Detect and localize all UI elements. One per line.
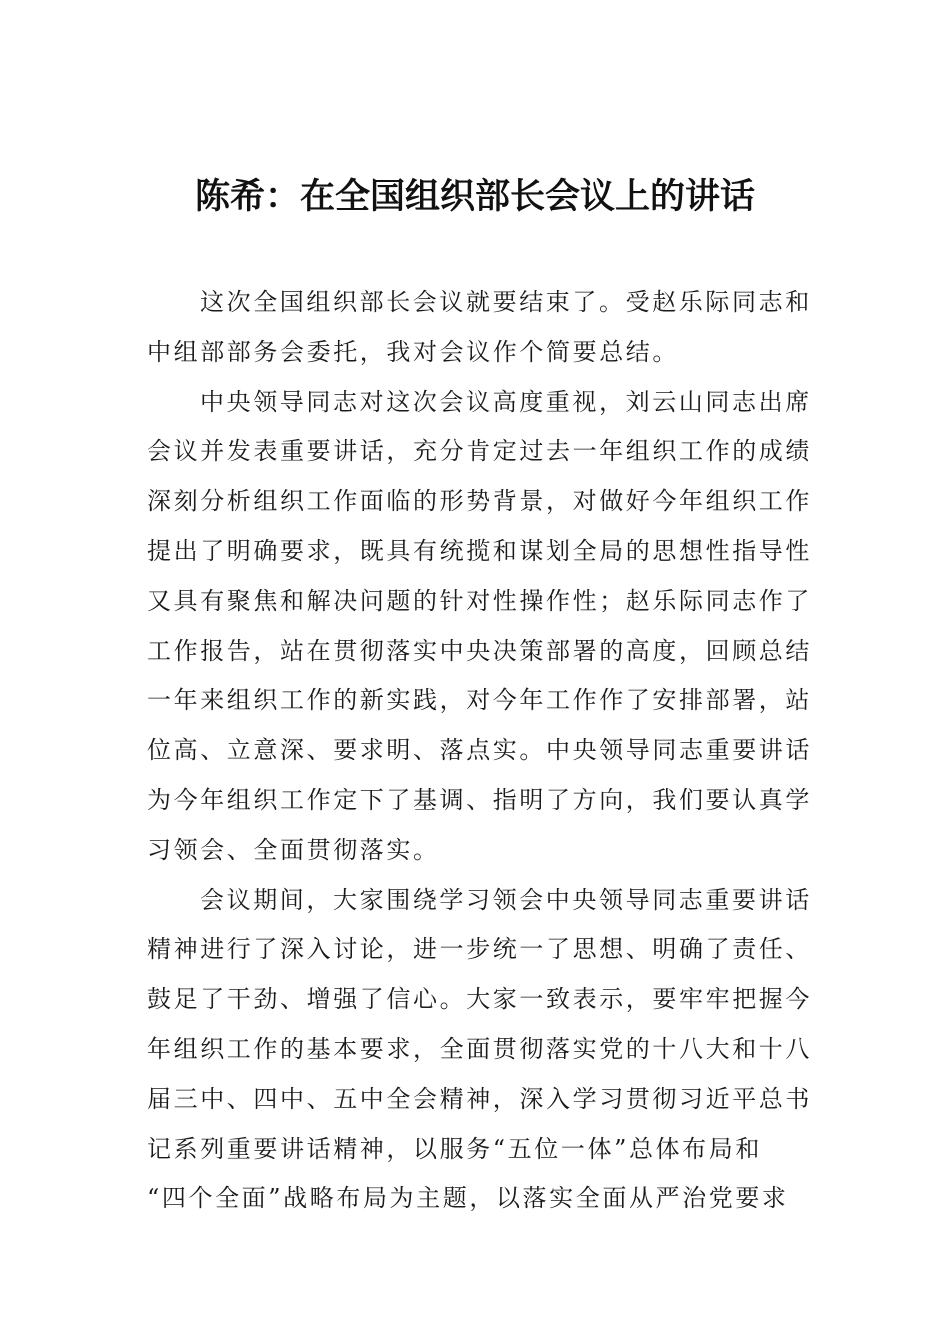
paragraph <box>147 378 812 876</box>
text-line: 鼓足了干劲、增强了信心。大家一致表示，要牢牢把握今 <box>147 985 812 1014</box>
text-line: 中央领导同志对这次会议高度重视，刘云山同志出席 <box>200 387 812 416</box>
text-line: 记系列重要讲话精神，以服务“五位一体”总体布局和 <box>147 1134 762 1163</box>
text-line: 为今年组织工作定下了基调、指明了方向，我们要认真学 <box>147 785 812 814</box>
text-line: 中组部部务会委托，我对会议作个简要总结。 <box>147 337 679 366</box>
text-line: 位高、立意深、要求明、落点实。中央领导同志重要讲话 <box>147 736 812 765</box>
text-line: 又具有聚焦和解决问题的针对性操作性；赵乐际同志作了 <box>147 586 812 615</box>
document-title: 陈希：在全国组织部长会议上的讲话 <box>194 176 755 217</box>
text-line: 提出了明确要求，既具有统揽和谋划全局的思想性指导性 <box>147 536 812 565</box>
paragraph <box>147 876 812 1225</box>
text-line: 一年来组织工作的新实践，对今年工作作了安排部署，站 <box>147 686 812 715</box>
document-body <box>147 278 812 1224</box>
text-line: 这次全国组织部长会议就要结束了。受赵乐际同志和 <box>200 288 812 316</box>
text-line: “四个全面”战略布局为主题，以落实全面从严治党要求 <box>147 1184 789 1213</box>
text-line: 精神进行了深入讨论，进一步统一了思想、明确了责任、 <box>147 935 812 964</box>
text-line: 会议期间，大家围绕学习领会中央领导同志重要讲话 <box>200 885 812 914</box>
paragraph <box>147 278 812 378</box>
text-line: 深刻分析组织工作面临的形势背景，对做好今年组织工作 <box>147 487 812 516</box>
text-line: 习领会、全面贯彻落实。 <box>147 835 440 864</box>
text-line: 工作报告，站在贯彻落实中央决策部署的高度，回顾总结 <box>147 636 812 665</box>
text-line: 年组织工作的基本要求，全面贯彻落实党的十八大和十八 <box>147 1034 812 1063</box>
text-line: 届三中、四中、五中全会精神，深入学习贯彻习近平总书 <box>147 1084 812 1113</box>
text-line: 会议并发表重要讲话，充分肯定过去一年组织工作的成绩 <box>147 437 812 466</box>
